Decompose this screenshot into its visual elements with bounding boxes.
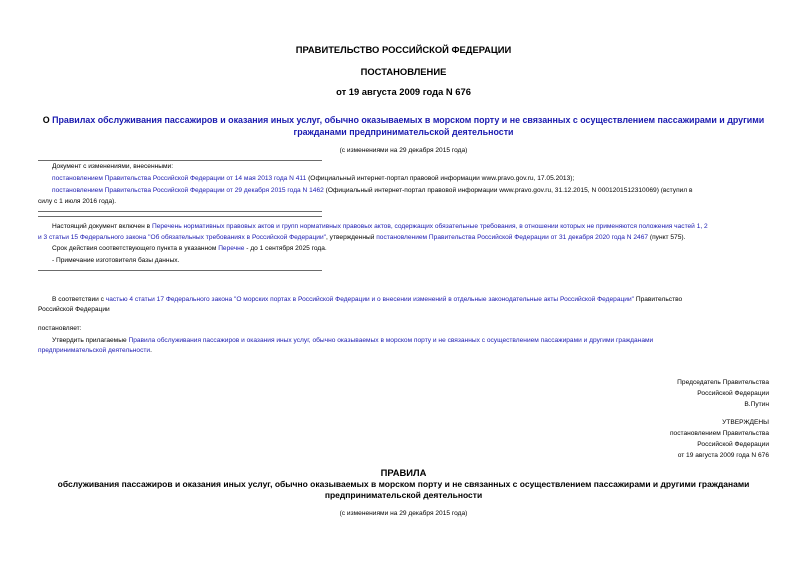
notice-term <box>52 244 752 254</box>
change-link-1[interactable]: постановлением Правительства Российской Федерации от 14 мая 2013 года N 411 <box>52 175 307 182</box>
approve-paragraph-line2 <box>38 346 769 356</box>
change-item-1 <box>52 174 772 184</box>
rules-revision-note: (с изменениями на 29 декабря 2015 года) <box>339 510 468 517</box>
title-prefix: О <box>42 115 53 125</box>
notice-text: Срок действия соответствующего пункта в указанном <box>52 245 219 252</box>
body-text: Утвердить прилагаемые <box>52 337 129 344</box>
approved-line-4: от 19 августа 2009 года N 676 <box>677 452 769 459</box>
notice-paragraph-line2 <box>38 233 769 243</box>
approved-block <box>519 417 769 461</box>
signature-block <box>519 377 769 410</box>
divider <box>38 160 322 161</box>
change-item-2-cont: силу с 1 июля 2016 года). <box>38 198 117 205</box>
body-paragraph-line2: Российской Федерации <box>38 306 110 313</box>
rules-subtitle-line1: обслуживания пассажиров и оказания иных услуг, обычно оказываемых в морском порту и не связанных с осуществлением пассажирами и другими гражданами <box>57 479 750 489</box>
approve-paragraph <box>38 336 769 346</box>
rules-link-line2[interactable]: предпринимательской деятельности <box>38 347 151 354</box>
change-item-2-text: (Официальный интернет-портал правовой информации www.pravo.gov.ru, 31.12.2015, N 0001201512310069) (вступил в <box>323 187 693 194</box>
divider <box>38 270 322 271</box>
notice-note: - Примечание изготовителя базы данных. <box>52 257 180 264</box>
perechen-link[interactable]: Перечень нормативных правовых актов и групп нормативных правовых актов, содержащих обязательные требования, в отношении которых не применяются положения частей 1, 2 <box>151 223 708 230</box>
government-heading: ПРАВИТЕЛЬСТВО РОССИЙСКОЙ ФЕДЕРАЦИИ <box>295 44 512 55</box>
approved-line-1: УТВЕРЖДЕНЫ <box>722 419 769 426</box>
date-number-heading: от 19 августа 2009 года N 676 <box>336 86 471 97</box>
notice-text: - до 1 сентября 2025 года. <box>244 245 327 252</box>
notice-text: (пункт 575). <box>648 234 686 241</box>
signature-line-2: Российской Федерации <box>697 390 769 397</box>
notice-text: Настоящий документ включен в <box>52 223 152 230</box>
body-text: . <box>150 347 152 354</box>
rules-subtitle-line2: предпринимательской деятельности <box>324 490 483 500</box>
change-item-2 <box>52 186 772 196</box>
decree-word: постановляет: <box>38 325 82 332</box>
rules-title: ПРАВИЛА <box>380 467 427 478</box>
revision-note: (с изменениями на 29 декабря 2015 года) <box>339 147 468 154</box>
perechen-short-link[interactable]: Перечне <box>218 245 245 252</box>
law-article-link[interactable]: частью 4 статьи 17 Федерального закона "О морских портах в Российской Федерации и о внесении изменений в отдельные законодательные акты Российской Федерации" <box>105 296 635 303</box>
divider <box>38 211 322 212</box>
changes-intro: Документ с изменениями, внесенными: <box>52 163 174 170</box>
notice-text: , утвержденный <box>326 234 377 241</box>
change-item-1-text: (Официальный интернет-портал правовой информации www.pravo.gov.ru, 17.05.2013); <box>306 175 575 182</box>
approved-line-2: постановлением Правительства <box>669 430 769 437</box>
doc-type-heading: ПОСТАНОВЛЕНИЕ <box>360 66 447 77</box>
federal-law-link[interactable]: и 3 статьи 15 Федерального закона "Об обязательных требованиях в Российской Федерации" <box>38 234 327 241</box>
approved-line-3: Российской Федерации <box>697 441 769 448</box>
document-title <box>0 114 807 138</box>
title-link[interactable]: Правилах обслуживания пассажиров и оказания иных услуг, обычно оказываемых в морском порту и не связанных с осуществлением пассажирами и другими <box>52 115 765 125</box>
divider <box>38 216 322 217</box>
signature-line-1: Председатель Правительства <box>677 379 769 386</box>
rules-link[interactable]: Правила обслуживания пассажиров и оказания иных услуг, обычно оказываемых в морском порту и не связанных с осуществлением пассажирами и другими гражданами <box>128 337 654 344</box>
decree-2467-link[interactable]: постановлением Правительства Российской Федерации от 31 декабря 2020 года N 2467 <box>376 234 649 241</box>
notice-paragraph <box>38 222 769 232</box>
signature-line-3: В.Путин <box>744 401 769 408</box>
body-text: В соответствии с <box>52 296 106 303</box>
body-paragraph <box>38 295 769 305</box>
rules-subtitle <box>0 479 807 501</box>
change-link-2[interactable]: постановлением Правительства Российской Федерации от 29 декабря 2015 года N 1462 <box>52 187 324 194</box>
body-text: Правительство <box>634 296 683 303</box>
title-link-line2[interactable]: гражданами предпринимательской деятельности <box>293 127 514 137</box>
